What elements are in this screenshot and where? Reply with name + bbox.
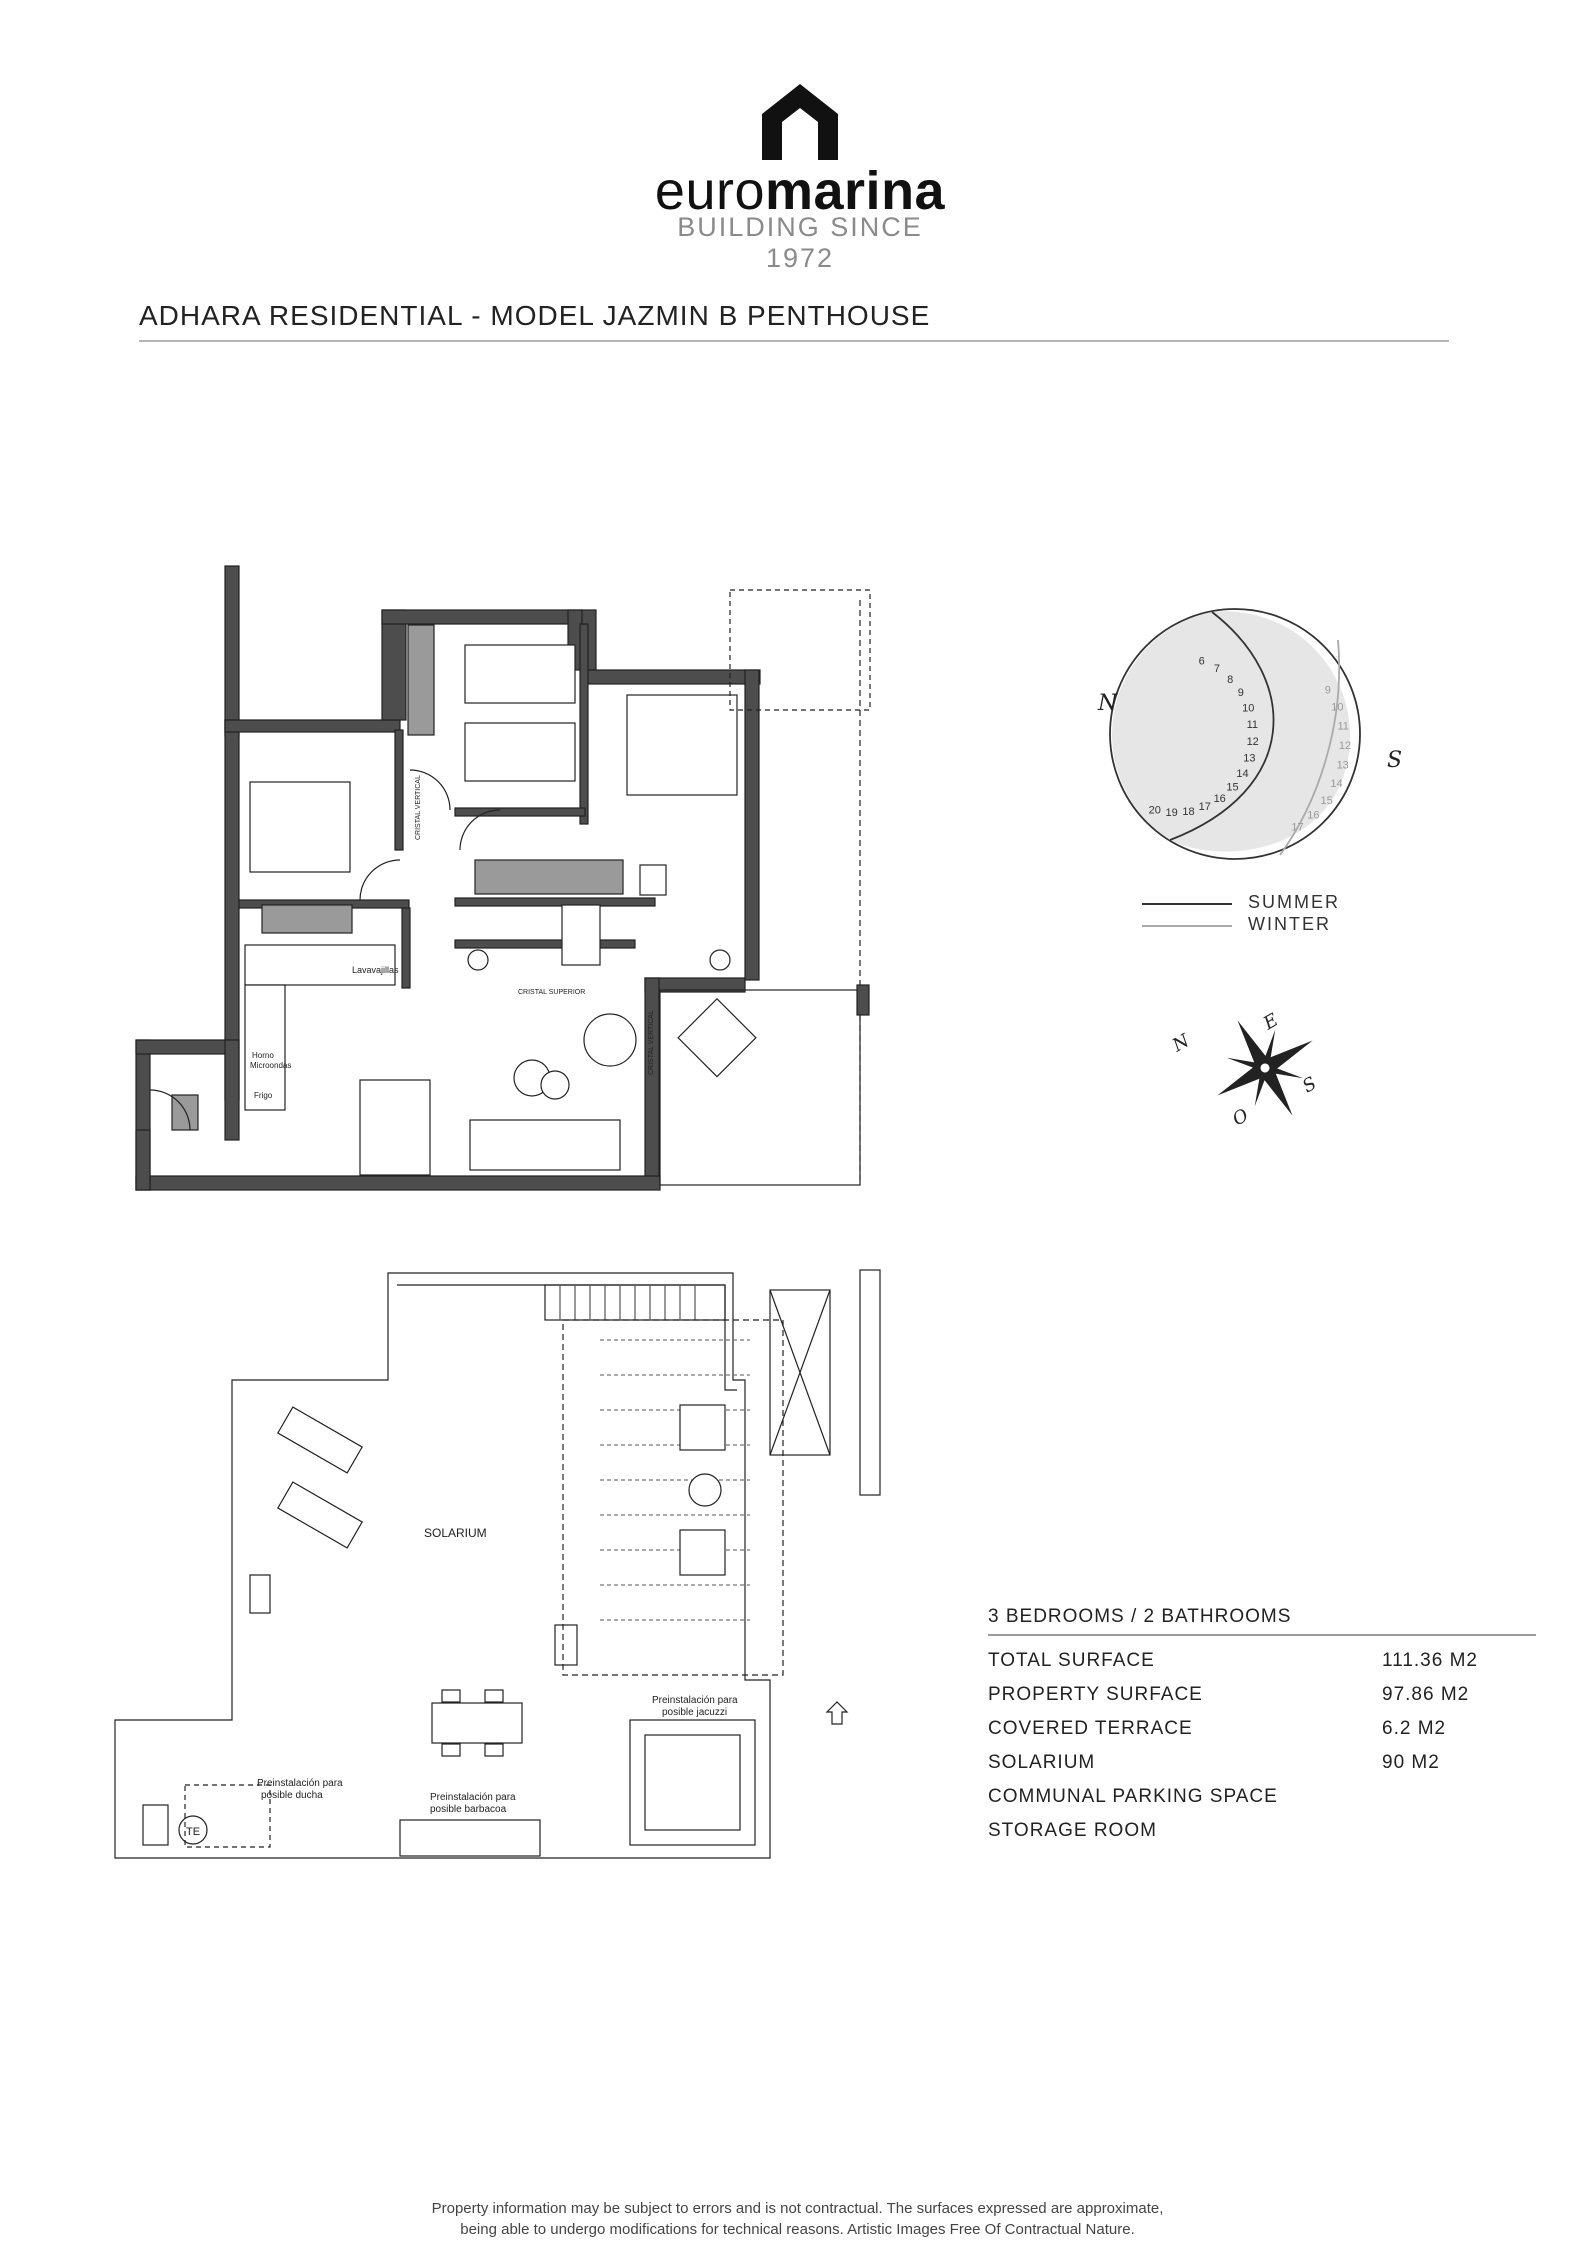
crystal-vertical-label-1: CRISTAL VERTICAL (415, 775, 422, 840)
crystal-superior-label: CRISTAL SUPERIOR (518, 989, 586, 996)
footer-disclaimer (0, 2198, 1595, 2240)
floor-plan (136, 566, 870, 1190)
pergola-outline (563, 1320, 783, 1675)
winter-hour-15: 15 (1320, 795, 1333, 808)
specs-divider (988, 1634, 1536, 1636)
compass-e-label: E (1260, 1009, 1282, 1035)
coffee-table-2 (541, 1071, 569, 1099)
compass-n-label: N (1169, 1030, 1194, 1057)
terrace-area (660, 990, 860, 1185)
roof-side-block (860, 1270, 880, 1495)
summer-hour-19: 19 (1165, 806, 1178, 819)
brand-tagline: BUILDING SINCE 1972 (677, 212, 923, 273)
door-swing-3 (360, 860, 400, 900)
compass-o-label: O (1229, 1104, 1253, 1131)
wash-basin-1 (468, 950, 488, 970)
roof-plan (115, 1270, 880, 1858)
winter-hour-11: 11 (1337, 720, 1349, 733)
footer-line-1: Property information may be subject to errors and is not contractual. The surfaces expressed are approximate, (431, 2200, 1164, 2217)
spec-label-storage: STORAGE ROOM (988, 1820, 1157, 1841)
winter-hour-10: 10 (1331, 701, 1344, 714)
page-title: ADHARA RESIDENTIAL - MODEL JAZMIN B PENTHOUSE (139, 300, 931, 331)
sun-south-label: S (1387, 748, 1403, 773)
barbacoa-label-line2: posible barbacoa (430, 1804, 507, 1815)
summer-hour-15: 15 (1226, 781, 1239, 794)
summer-hour-18: 18 (1182, 805, 1195, 818)
summer-hour-20: 20 (1148, 804, 1161, 817)
roof-vent-1 (250, 1575, 270, 1613)
spec-value-total-surface: 111.36 M2 (1382, 1650, 1478, 1671)
winter-hour-13: 13 (1336, 759, 1349, 772)
brand-name-light: euro (654, 161, 765, 221)
barbacoa-preinstall (400, 1820, 540, 1856)
toilet (640, 865, 666, 895)
sun-north-label: N (1098, 691, 1118, 716)
spec-value-solarium: 90 M2 (1382, 1752, 1440, 1773)
roof-vent-3 (143, 1805, 168, 1845)
spec-label-covered-terrace: COVERED TERRACE (988, 1718, 1193, 1739)
winter-hour-12: 12 (1338, 740, 1352, 752)
specs-heading: 3 BEDROOMS / 2 BATHROOMS (988, 1606, 1292, 1627)
spec-value-property-surface: 97.86 M2 (1382, 1684, 1470, 1705)
winter-hour-17: 17 (1291, 821, 1304, 834)
summer-hour-16: 16 (1213, 792, 1226, 805)
winter-legend-label: WINTER (1248, 914, 1331, 934)
jacuzzi-label-line2: posible jacuzzi (662, 1707, 728, 1718)
compass-s-label: S (1299, 1072, 1321, 1098)
winter-hour-14: 14 (1330, 778, 1343, 791)
summer-hour-13: 13 (1243, 752, 1256, 765)
sun-path-diagram (1097, 609, 1402, 859)
summer-legend-label: SUMMER (1248, 892, 1340, 912)
summer-hour-7: 7 (1213, 663, 1220, 676)
microondas-label: Microondas (250, 1061, 292, 1070)
summer-hour-8: 8 (1227, 673, 1234, 686)
summer-hour-10: 10 (1242, 702, 1255, 715)
lavavajillas-label: Lavavajillas (352, 965, 399, 975)
pergola-chairs (680, 1405, 725, 1575)
solarium-label: SOLARIUM (424, 1526, 487, 1540)
spec-label-property-surface: PROPERTY SURFACE (988, 1684, 1203, 1705)
ducha-label-line2: posible ducha (261, 1790, 323, 1801)
summer-hour-14: 14 (1236, 768, 1249, 780)
pergola-slats (600, 1340, 750, 1620)
spec-label-parking: COMMUNAL PARKING SPACE (988, 1786, 1278, 1807)
roof-dining-table (432, 1703, 522, 1743)
roof-up-arrow-icon (827, 1702, 847, 1724)
dining-table (360, 1080, 430, 1175)
summer-hour-11: 11 (1246, 718, 1259, 731)
te-label: TE (186, 1826, 201, 1838)
roof-parapet (397, 1285, 737, 1390)
frigo-label: Frigo (254, 1091, 273, 1100)
sun-loungers (278, 1407, 362, 1548)
ducha-label-line1: Preinstalación para (257, 1778, 343, 1789)
summer-hour-17: 17 (1198, 801, 1211, 814)
sun-legend (1142, 904, 1232, 926)
wash-basin-2 (710, 950, 730, 970)
horno-label: Horno (252, 1051, 274, 1060)
spec-value-covered-terrace: 6.2 M2 (1382, 1718, 1447, 1739)
barbacoa-label-line1: Preinstalación para (430, 1792, 516, 1803)
terrace-table (678, 999, 756, 1077)
roof-vent-2 (555, 1625, 577, 1665)
spec-label-total-surface: TOTAL SURFACE (988, 1650, 1155, 1671)
shower (562, 905, 600, 965)
summer-hour-12: 12 (1246, 735, 1259, 748)
roof-stair-treads (560, 1285, 695, 1320)
crystal-vertical-label-2: CRISTAL VERTICAL (648, 1010, 655, 1075)
spec-label-solarium: SOLARIUM (988, 1752, 1096, 1773)
terrace-column (857, 985, 869, 1015)
summer-hour-9: 9 (1237, 687, 1244, 700)
sofa (470, 1120, 620, 1170)
jacuzzi-label-line1: Preinstalación para (652, 1695, 738, 1706)
brand-name-bold: marina (765, 161, 946, 221)
round-table (584, 1014, 636, 1066)
winter-hour-9: 9 (1324, 684, 1331, 697)
footer-line-2: being able to undergo modifications for technical reasons. Artistic Images Free Of Contractual Nature. (460, 2221, 1135, 2238)
jacuzzi (630, 1720, 755, 1845)
summer-hour-6: 6 (1198, 655, 1205, 668)
winter-hour-16: 16 (1307, 809, 1320, 822)
